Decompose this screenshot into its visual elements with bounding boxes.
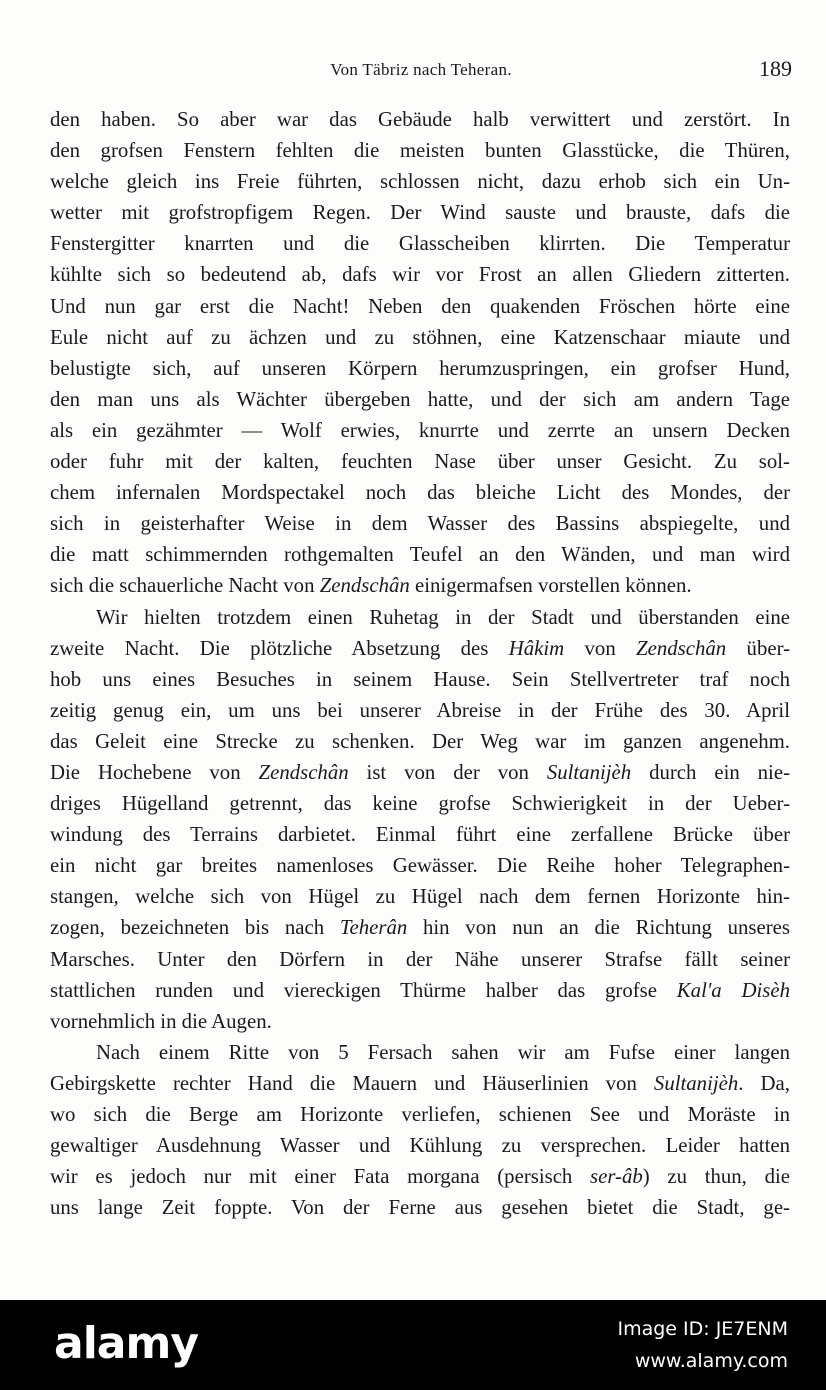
text-segment: das Geleit eine Strecke zu schenken. Der Weg war im ganzen angenehm. [50,729,790,753]
text-segment: kühlte sich so bedeutend ab, dafs wir vor Frost an allen Gliedern zitterten. [50,263,790,287]
text-line [50,539,790,570]
text-segment: Und nun gar erst die Nacht! Neben den quakenden Fröschen hörte eine [50,294,790,318]
text-segment: driges Hügelland getrennt, das keine grofse Schwierigkeit in der Ueber- [50,792,790,816]
text-line [50,477,790,508]
text-segment: einigermafsen vorstellen können. [409,574,692,598]
text-segment: den grofsen Fenstern fehlten die meisten bunten Glasstücke, die Thüren, [50,139,790,163]
text-segment: von [564,636,637,660]
text-segment: welche gleich ins Freie führten, schlossen nicht, dazu erhob sich ein Un- [50,170,790,194]
text-line [50,322,790,353]
text-line [50,975,790,1006]
text-line [50,228,790,259]
text-line [50,446,790,477]
text-segment: . Da, [738,1071,790,1095]
text-line [50,291,790,322]
text-segment: durch ein nie- [631,760,790,784]
italic-place-name: Hâkim [508,636,565,660]
italic-place-name: Zendschân [319,574,410,598]
text-segment: ein nicht gar breites namenloses Gewässer. Die Reihe hoher Telegraphen- [50,854,790,878]
text-segment: wetter mit grofstropfigem Regen. Der Wind sauste und brauste, dafs die [50,201,790,225]
text-line [50,602,790,633]
text-line [50,850,790,881]
text-segment: Gebirgskette rechter Hand die Mauern und Häuserlinien von [50,1071,654,1095]
text-line [50,1130,790,1161]
text-segment: sich die schauerliche Nacht von [50,574,320,598]
text-line [50,757,790,788]
text-segment: Die Hochebene von [50,760,259,784]
text-line [50,135,790,166]
text-segment: Nach einem Ritte von 5 Fersach sahen wir am Fufse einer langen [96,1040,790,1064]
text-segment: als ein gezähmter — Wolf erwies, knurrte und zerrte an unsern Decken [50,418,790,442]
text-segment: ist von der von [348,760,547,784]
italic-place-name: Zendschân [636,636,727,660]
text-segment: oder fuhr mit der kalten, feuchten Nase über unser Gesicht. Zu sol- [50,450,790,474]
text-segment: wir es jedoch nur mit einer Fata morgana (persisch [50,1165,591,1189]
paragraph [50,1037,790,1224]
text-line [50,508,790,539]
text-segment: hin von nun an die Richtung unseres [407,916,790,940]
text-segment: uns lange Zeit foppte. Von der Ferne aus gesehen bietet die Stadt, ge- [50,1196,790,1220]
text-line [50,570,790,601]
text-segment: ) zu thun, die [642,1165,790,1189]
text-segment: über- [726,636,790,660]
body-text [50,104,790,1223]
running-head [50,56,792,86]
text-line [50,664,790,695]
text-segment: vornehmlich in die Augen. [50,1009,272,1033]
text-segment: stangen, welche sich von Hügel zu Hügel nach dem fernen Horizonte hin- [50,885,790,909]
text-line [50,1161,790,1192]
page-number: 189 [759,56,792,81]
watermark-banner [0,1300,826,1390]
text-line [50,1006,790,1037]
text-segment: hob uns eines Besuches in seinem Hause. Sein Stellvertreter traf noch [50,667,790,691]
text-line [50,726,790,757]
text-segment: chem infernalen Mordspectakel noch das bleiche Licht des Mondes, der [50,481,790,505]
text-line [50,104,790,135]
text-line [50,1099,790,1130]
text-line [50,353,790,384]
text-segment: windung des Terrains darbietet. Einmal führt eine zerfallene Brücke über [50,823,790,847]
text-line [50,197,790,228]
text-segment: stattlichen runden und viereckigen Thürme halber das grofse [50,978,677,1002]
alamy-logo: alamy [54,1318,198,1369]
italic-place-name: Kal'a Disèh [676,978,790,1002]
italic-place-name: Sultanijèh [546,760,632,784]
text-line [50,1192,790,1223]
text-segment: belustigte sich, auf unseren Körpern herumzuspringen, ein grofser Hund, [50,356,790,380]
text-segment: Fenstergitter knarrten und die Glasscheiben klirrten. Die Temperatur [50,232,790,256]
text-segment: Marsches. Unter den Dörfern in der Nähe unserer Strafse fällt seiner [50,947,790,971]
italic-place-name: Zendschân [258,760,349,784]
text-line [50,881,790,912]
text-segment: zweite Nacht. Die plötzliche Absetzung des [50,636,509,660]
italic-place-name: Sultanijèh [653,1071,739,1095]
text-segment: sich in geisterhafter Weise in dem Wasser des Bassins abspiegelte, und [50,512,790,536]
text-segment: Eule nicht auf zu ächzen und zu stöhnen, eine Katzenschaar miaute und [50,325,790,349]
text-segment: Wir hielten trotzdem einen Ruhetag in der Stadt und überstanden eine [96,605,790,629]
text-segment: wo sich die Berge am Horizonte verliefen, schienen See und Moräste in [50,1103,790,1126]
paragraph [50,602,790,1037]
paragraph [50,104,790,602]
text-segment: den man uns als Wächter übergeben hatte, und der sich am andern Tage [50,387,790,411]
text-segment: zeitig genug ein, um uns bei unserer Abreise in der Frühe des 30. April [50,698,790,722]
text-segment: die matt schimmernden rothgemalten Teufel an den Wänden, und man wird [50,543,790,567]
text-line [50,788,790,819]
text-line [50,695,790,726]
text-segment: zogen, bezeichneten bis nach [50,916,340,940]
text-line [50,259,790,290]
text-line [50,415,790,446]
text-line [50,819,790,850]
italic-place-name: ser-âb [590,1165,643,1189]
image-id-label: Image ID: JE7ENM [617,1318,788,1340]
text-line [50,912,790,943]
text-line [50,633,790,664]
text-line [50,944,790,975]
site-url: www.alamy.com [634,1350,788,1372]
text-segment: gewaltiger Ausdehnung Wasser und Kühlung zu versprechen. Leider hatten [50,1134,790,1158]
italic-place-name: Teherân [339,916,408,940]
text-segment: den haben. So aber war das Gebäude halb verwittert und zerstört. In [50,108,790,131]
text-line [50,384,790,415]
text-line [50,1037,790,1068]
text-line [50,166,790,197]
running-title: Von Täbriz nach Teheran. [330,60,512,79]
text-line [50,1068,790,1099]
